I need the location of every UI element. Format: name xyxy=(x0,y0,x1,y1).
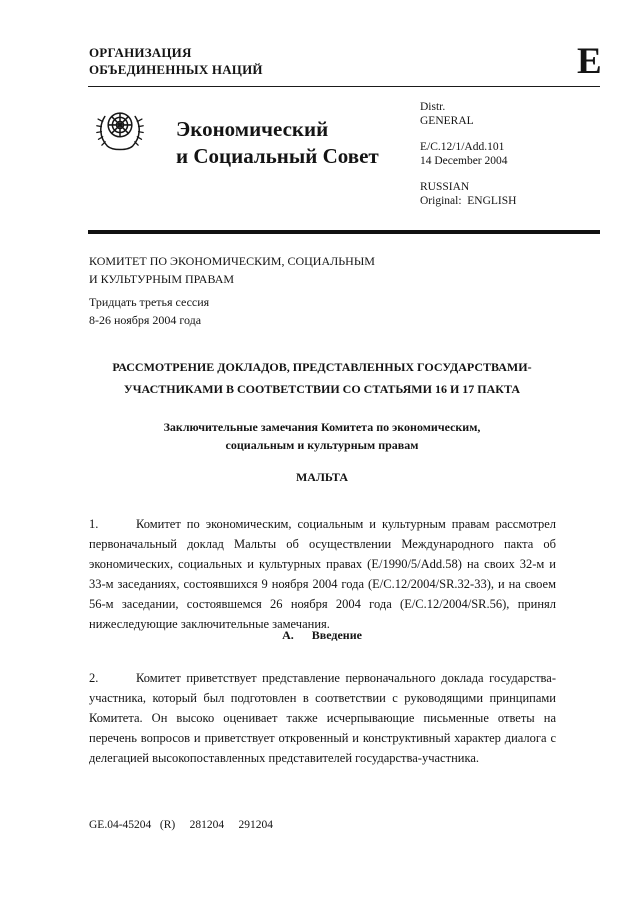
document-date: 14 December 2004 xyxy=(420,154,508,167)
document-title-line2: УЧАСТНИКАМИ В СООТВЕТСТВИИ СО СТАТЬЯМИ 16 И 17 ПАКТА xyxy=(123,382,521,396)
org-name xyxy=(89,44,263,78)
paragraph-2-text: Комитет приветствует представление первоначального доклада государства-участника, который был подготовлен в соответствии с руководящими принципами Комитета. Он высоко оценивает также исчерпывающие письменные ответы на перечень вопросов и приветствует откровенный и конструктивный характер диалога с делегацией высокопоставленных представителей государства-участника. xyxy=(89,670,556,765)
session-title: Тридцать третья сессия xyxy=(89,295,210,309)
document-original-language: Original: ENGLISH xyxy=(420,194,517,207)
paragraph-2 xyxy=(89,668,556,768)
committee-block xyxy=(89,252,375,329)
document-title-line1: РАССМОТРЕНИЕ ДОКЛАДОВ, ПРЕДСТАВЛЕННЫХ ГОСУДАРСТВАМИ- xyxy=(112,360,532,374)
header-divider-thick xyxy=(88,230,600,234)
document-language: RUSSIAN xyxy=(420,181,470,193)
spacer xyxy=(420,168,516,181)
council-title-line2: и Социальный Совет xyxy=(176,144,379,168)
org-name-line2: ОБЪЕДИНЕННЫХ НАЦИЙ xyxy=(89,62,263,77)
document-subtitle-line2: социальным и культурным правам xyxy=(225,438,419,452)
document-title xyxy=(88,356,556,400)
paragraph-2-number: 2. xyxy=(89,670,99,685)
header-divider-thin xyxy=(88,86,600,87)
document-subtitle-line1: Заключительные замечания Комитета по экономическим, xyxy=(163,420,481,434)
distribution-block xyxy=(420,101,516,208)
committee-name-line2: И КУЛЬТУРНЫМ ПРАВАМ xyxy=(89,272,235,286)
session-dates: 8-26 ноября 2004 года xyxy=(89,313,202,327)
paragraph-1-number: 1. xyxy=(89,516,99,531)
spacer xyxy=(420,128,516,141)
country-heading: МАЛЬТА xyxy=(295,470,349,484)
committee-name-line1: КОМИТЕТ ПО ЭКОНОМИЧЕСКИМ, СОЦИАЛЬНЫМ xyxy=(89,254,375,268)
paragraph-1 xyxy=(89,514,556,634)
un-emblem-icon xyxy=(93,101,147,159)
document-symbol: E/C.12/1/Add.101 xyxy=(420,141,505,153)
distr-label: Distr. xyxy=(420,101,446,113)
org-name-line1: ОРГАНИЗАЦИЯ xyxy=(89,45,192,60)
section-a-title: Введение xyxy=(311,628,362,642)
footer-reference: GE.04-45204 (R) 281204 291204 xyxy=(89,819,273,831)
section-a-heading xyxy=(88,628,556,643)
document-subtitle xyxy=(88,418,556,454)
council-title-line1: Экономический xyxy=(176,117,329,141)
paragraph-1-text: Комитет по экономическим, социальным и культурным правам рассмотрел первоначальный доклад Мальты об осуществлении Международного пакта об экономических, социальных и культурных правах (E/1990/5/Add.58) на своих 32-м и 33-м заседаниях, состоявшихся 9 ноября 2004 года (E/C.12/2004/SR.32-33), и на своем 56-м заседании, состоявшемся 26 ноября 2004 года (E/C.12/2004/SR.56), принял нижеследующие заключительные замечания. xyxy=(89,516,556,631)
section-a-label: A. xyxy=(282,628,294,642)
document-series-letter: E xyxy=(577,41,602,82)
distr-type: GENERAL xyxy=(420,114,474,127)
council-title xyxy=(176,116,379,170)
